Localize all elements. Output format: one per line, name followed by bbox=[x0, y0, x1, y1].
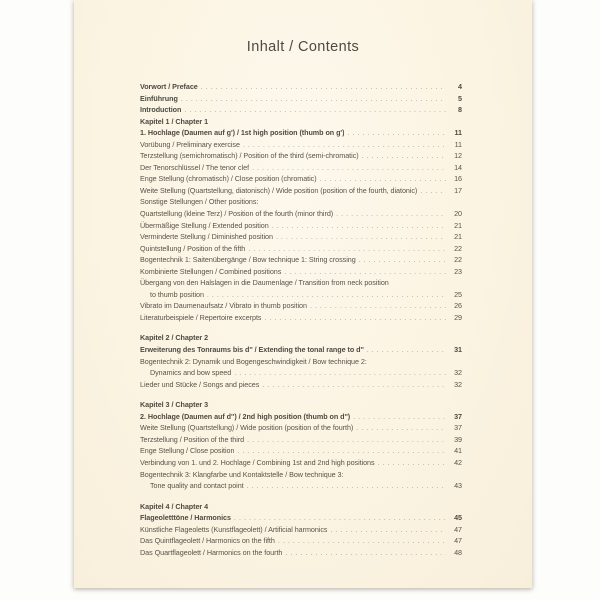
toc-entry-label: Vibrato im Daumenaufsatz / Vibrato in thumb position bbox=[140, 301, 307, 311]
toc-entry bbox=[140, 312, 462, 324]
toc-entry bbox=[140, 411, 462, 423]
toc-entry-label: Erweiterung des Tonraums bis d'' / Extending the tonal range to d'' bbox=[140, 345, 364, 355]
toc-entry-page: 42 bbox=[454, 457, 462, 467]
dot-leader bbox=[356, 422, 446, 434]
toc-entry-label: Enge Stellung (chromatisch) / Close position (chromatic) bbox=[140, 174, 317, 184]
toc-entry-page: 25 bbox=[454, 289, 462, 299]
toc-entry-label: Flageoletttöne / Harmonics bbox=[140, 513, 231, 523]
dot-leader bbox=[420, 185, 446, 197]
toc-entry-page: 48 bbox=[454, 547, 462, 557]
dot-leader bbox=[284, 266, 446, 278]
dot-leader bbox=[272, 220, 446, 232]
toc-entry bbox=[140, 445, 462, 457]
toc-entry bbox=[140, 116, 462, 128]
toc-entry-label: Kapitel 3 / Chapter 3 bbox=[140, 400, 209, 410]
toc-entry bbox=[140, 356, 462, 368]
toc-entry-label: Kapitel 4 / Chapter 4 bbox=[140, 501, 209, 511]
toc-entry bbox=[140, 379, 462, 391]
toc-entry bbox=[140, 243, 462, 255]
toc-entry-label: Quartstellung (kleine Terz) / Position of the fourth (minor third) bbox=[140, 209, 334, 219]
toc-entry-label: Dynamics and bow speed bbox=[150, 368, 232, 378]
toc-entry-page: 14 bbox=[454, 162, 462, 172]
dot-leader bbox=[234, 367, 446, 379]
toc-entry bbox=[140, 127, 462, 139]
dot-leader bbox=[248, 243, 446, 255]
toc-entry-page: 12 bbox=[454, 151, 462, 161]
toc-entry-page: 11 bbox=[454, 128, 462, 138]
toc-entry-label: Der Tenorschlüssel / The tenor clef bbox=[140, 162, 250, 172]
toc-entry-label: Kombinierte Stellungen / Combined positions bbox=[140, 266, 282, 276]
toc-entry-label: Künstliche Flageoletts (Kunstflageolett) / Artificial harmonics bbox=[140, 524, 328, 534]
toc-entry-page: 23 bbox=[454, 266, 462, 276]
dot-leader bbox=[262, 379, 446, 391]
toc-entry-label: Bogentechnik 1: Saitenübergänge / Bow technique 1: String crossing bbox=[140, 255, 356, 265]
toc-entry-label: Verminderte Stellung / Diminished position bbox=[140, 232, 273, 242]
book-page bbox=[74, 0, 532, 588]
toc-entry bbox=[140, 367, 462, 379]
toc-entry bbox=[140, 196, 462, 208]
dot-leader bbox=[285, 547, 446, 559]
toc-entry-page: 22 bbox=[454, 255, 462, 265]
toc-entry bbox=[140, 93, 462, 105]
dot-leader bbox=[247, 434, 446, 446]
toc-entry bbox=[140, 332, 462, 344]
toc-entry bbox=[140, 524, 462, 536]
toc-entry bbox=[140, 344, 462, 356]
dot-leader bbox=[367, 344, 446, 356]
dot-leader bbox=[362, 150, 446, 162]
toc-entry-label: 1. Hochlage (Daumen auf g') / 1st high position (thumb on g') bbox=[140, 128, 345, 138]
dot-leader bbox=[336, 208, 446, 220]
dot-leader bbox=[320, 173, 446, 185]
dot-leader bbox=[181, 93, 446, 105]
toc-entry-page: 41 bbox=[454, 446, 462, 456]
toc-entry-label: Übergang von den Halslagen in die Daumenlage / Transition from neck position bbox=[140, 278, 389, 288]
toc-entry bbox=[140, 512, 462, 524]
toc-entry bbox=[140, 300, 462, 312]
page-title: Inhalt / Contents bbox=[246, 39, 360, 55]
toc-entry-label: Lieder und Stücke / Songs and pieces bbox=[140, 379, 260, 389]
dot-leader bbox=[353, 411, 446, 423]
toc-entry bbox=[140, 469, 462, 481]
dot-leader bbox=[276, 231, 446, 243]
toc-entry-page: 39 bbox=[454, 434, 462, 444]
toc-entry-page: 47 bbox=[454, 524, 462, 534]
toc-entry bbox=[140, 185, 462, 197]
toc-entry bbox=[140, 266, 462, 278]
toc-entry-label: Kapitel 2 / Chapter 2 bbox=[140, 333, 209, 343]
toc-entry-page: 20 bbox=[454, 209, 462, 219]
toc-entry-page: 43 bbox=[454, 481, 462, 491]
toc-entry bbox=[140, 277, 462, 289]
toc-entry bbox=[140, 501, 462, 513]
toc-entry-label: Enge Stellung / Close position bbox=[140, 446, 235, 456]
toc-entry-label: Terzstellung / Position of the third bbox=[140, 434, 245, 444]
toc-entry-page: 47 bbox=[454, 536, 462, 546]
toc-entry-label: Kapitel 1 / Chapter 1 bbox=[140, 116, 209, 126]
toc-entry bbox=[140, 173, 462, 185]
toc-entry bbox=[140, 480, 462, 492]
toc-entry-label: Tone quality and contact point bbox=[150, 481, 244, 491]
toc-entry bbox=[140, 434, 462, 446]
toc-entry-label: Einführung bbox=[140, 93, 178, 103]
toc-entry bbox=[140, 150, 462, 162]
toc-entry-label: Introduction bbox=[140, 105, 182, 115]
dot-leader bbox=[330, 524, 446, 536]
dot-leader bbox=[247, 480, 446, 492]
toc-entry-page: 45 bbox=[454, 513, 462, 523]
toc-entry-page: 16 bbox=[454, 174, 462, 184]
toc-entry bbox=[140, 457, 462, 469]
toc-entry bbox=[140, 231, 462, 243]
dot-leader bbox=[201, 81, 446, 93]
toc-entry bbox=[140, 422, 462, 434]
dot-leader bbox=[243, 139, 446, 151]
dot-leader bbox=[378, 457, 446, 469]
toc-entry-page: 4 bbox=[458, 82, 462, 91]
toc-entry-label: Das Quintflageolett / Harmonics on the fifth bbox=[140, 536, 275, 546]
toc-entry-page: 29 bbox=[454, 312, 462, 322]
toc-entry-page: 11 bbox=[454, 139, 462, 149]
toc-entry-page: 32 bbox=[454, 379, 462, 389]
dot-leader bbox=[237, 445, 446, 457]
dot-leader bbox=[359, 254, 446, 266]
dot-leader bbox=[347, 127, 446, 139]
dot-leader bbox=[234, 512, 446, 524]
toc-entry-page: 5 bbox=[458, 93, 462, 103]
toc-entry-label: Literaturbeispiele / Repertoire excerpts bbox=[140, 312, 262, 322]
toc-entry-label: Weite Stellung (Quartstellung, diatonisch) / Wide position (position of the fourth, diatonic) bbox=[140, 185, 418, 195]
toc-entry bbox=[140, 535, 462, 547]
toc-entry-page: 21 bbox=[454, 220, 462, 230]
dot-leader bbox=[310, 300, 446, 312]
toc-entry-label: Vorübung / Preliminary exercise bbox=[140, 139, 240, 149]
toc-entry-label: Quintstellung / Position of the fifth bbox=[140, 243, 246, 253]
dot-leader bbox=[278, 535, 446, 547]
toc-entry-label: Vorwort / Preface bbox=[140, 82, 198, 91]
toc-entry-page: 17 bbox=[454, 185, 462, 195]
toc-entry-label: 2. Hochlage (Daumen auf d'') / 2nd high position (thumb on d'') bbox=[140, 411, 351, 421]
toc-list bbox=[140, 81, 462, 558]
toc-entry-page: 21 bbox=[454, 232, 462, 242]
toc-entry bbox=[140, 104, 462, 116]
toc-entry-page: 37 bbox=[454, 423, 462, 433]
toc-entry-page: 26 bbox=[454, 301, 462, 311]
dot-leader bbox=[207, 289, 446, 301]
dot-leader bbox=[264, 312, 446, 324]
dot-leader bbox=[184, 104, 446, 116]
dot-leader bbox=[252, 162, 446, 174]
toc-entry bbox=[140, 289, 462, 301]
toc-entry-page: 37 bbox=[454, 411, 462, 421]
toc-entry-label: Terzstellung (semichromatisch) / Position of the third (semi-chromatic) bbox=[140, 151, 359, 161]
toc-entry bbox=[140, 81, 462, 93]
toc-entry-page: 31 bbox=[454, 345, 462, 355]
toc-entry-label: Sonstige Stellungen / Other positions: bbox=[140, 197, 259, 207]
toc-entry bbox=[140, 162, 462, 174]
toc-entry-page: 22 bbox=[454, 243, 462, 253]
toc-entry bbox=[140, 139, 462, 151]
toc-entry-label: Weite Stellung (Quartstellung) / Wide position (position of the fourth) bbox=[140, 423, 354, 433]
toc-entry-label: Bogentechnik 2: Dynamik und Bogengeschwindigkeit / Bow technique 2: bbox=[140, 356, 367, 366]
toc-entry bbox=[140, 208, 462, 220]
toc-entry-label: Übermäßige Stellung / Extended position bbox=[140, 220, 269, 230]
toc-entry-page: 8 bbox=[458, 105, 462, 115]
toc-entry-label: Das Quartflageolett / Harmonics on the fourth bbox=[140, 547, 283, 557]
toc-entry-label: to thumb position bbox=[150, 289, 204, 299]
toc-entry bbox=[140, 399, 462, 411]
toc-entry-page: 32 bbox=[454, 368, 462, 378]
toc-entry bbox=[140, 547, 462, 559]
toc-entry-label: Bogentechnik 3: Klangfarbe und Kontaktstelle / Bow technique 3: bbox=[140, 469, 344, 479]
toc-entry bbox=[140, 254, 462, 266]
toc-entry-label: Verbindung von 1. und 2. Hochlage / Combining 1st and 2nd high positions bbox=[140, 457, 375, 467]
toc-entry bbox=[140, 220, 462, 232]
